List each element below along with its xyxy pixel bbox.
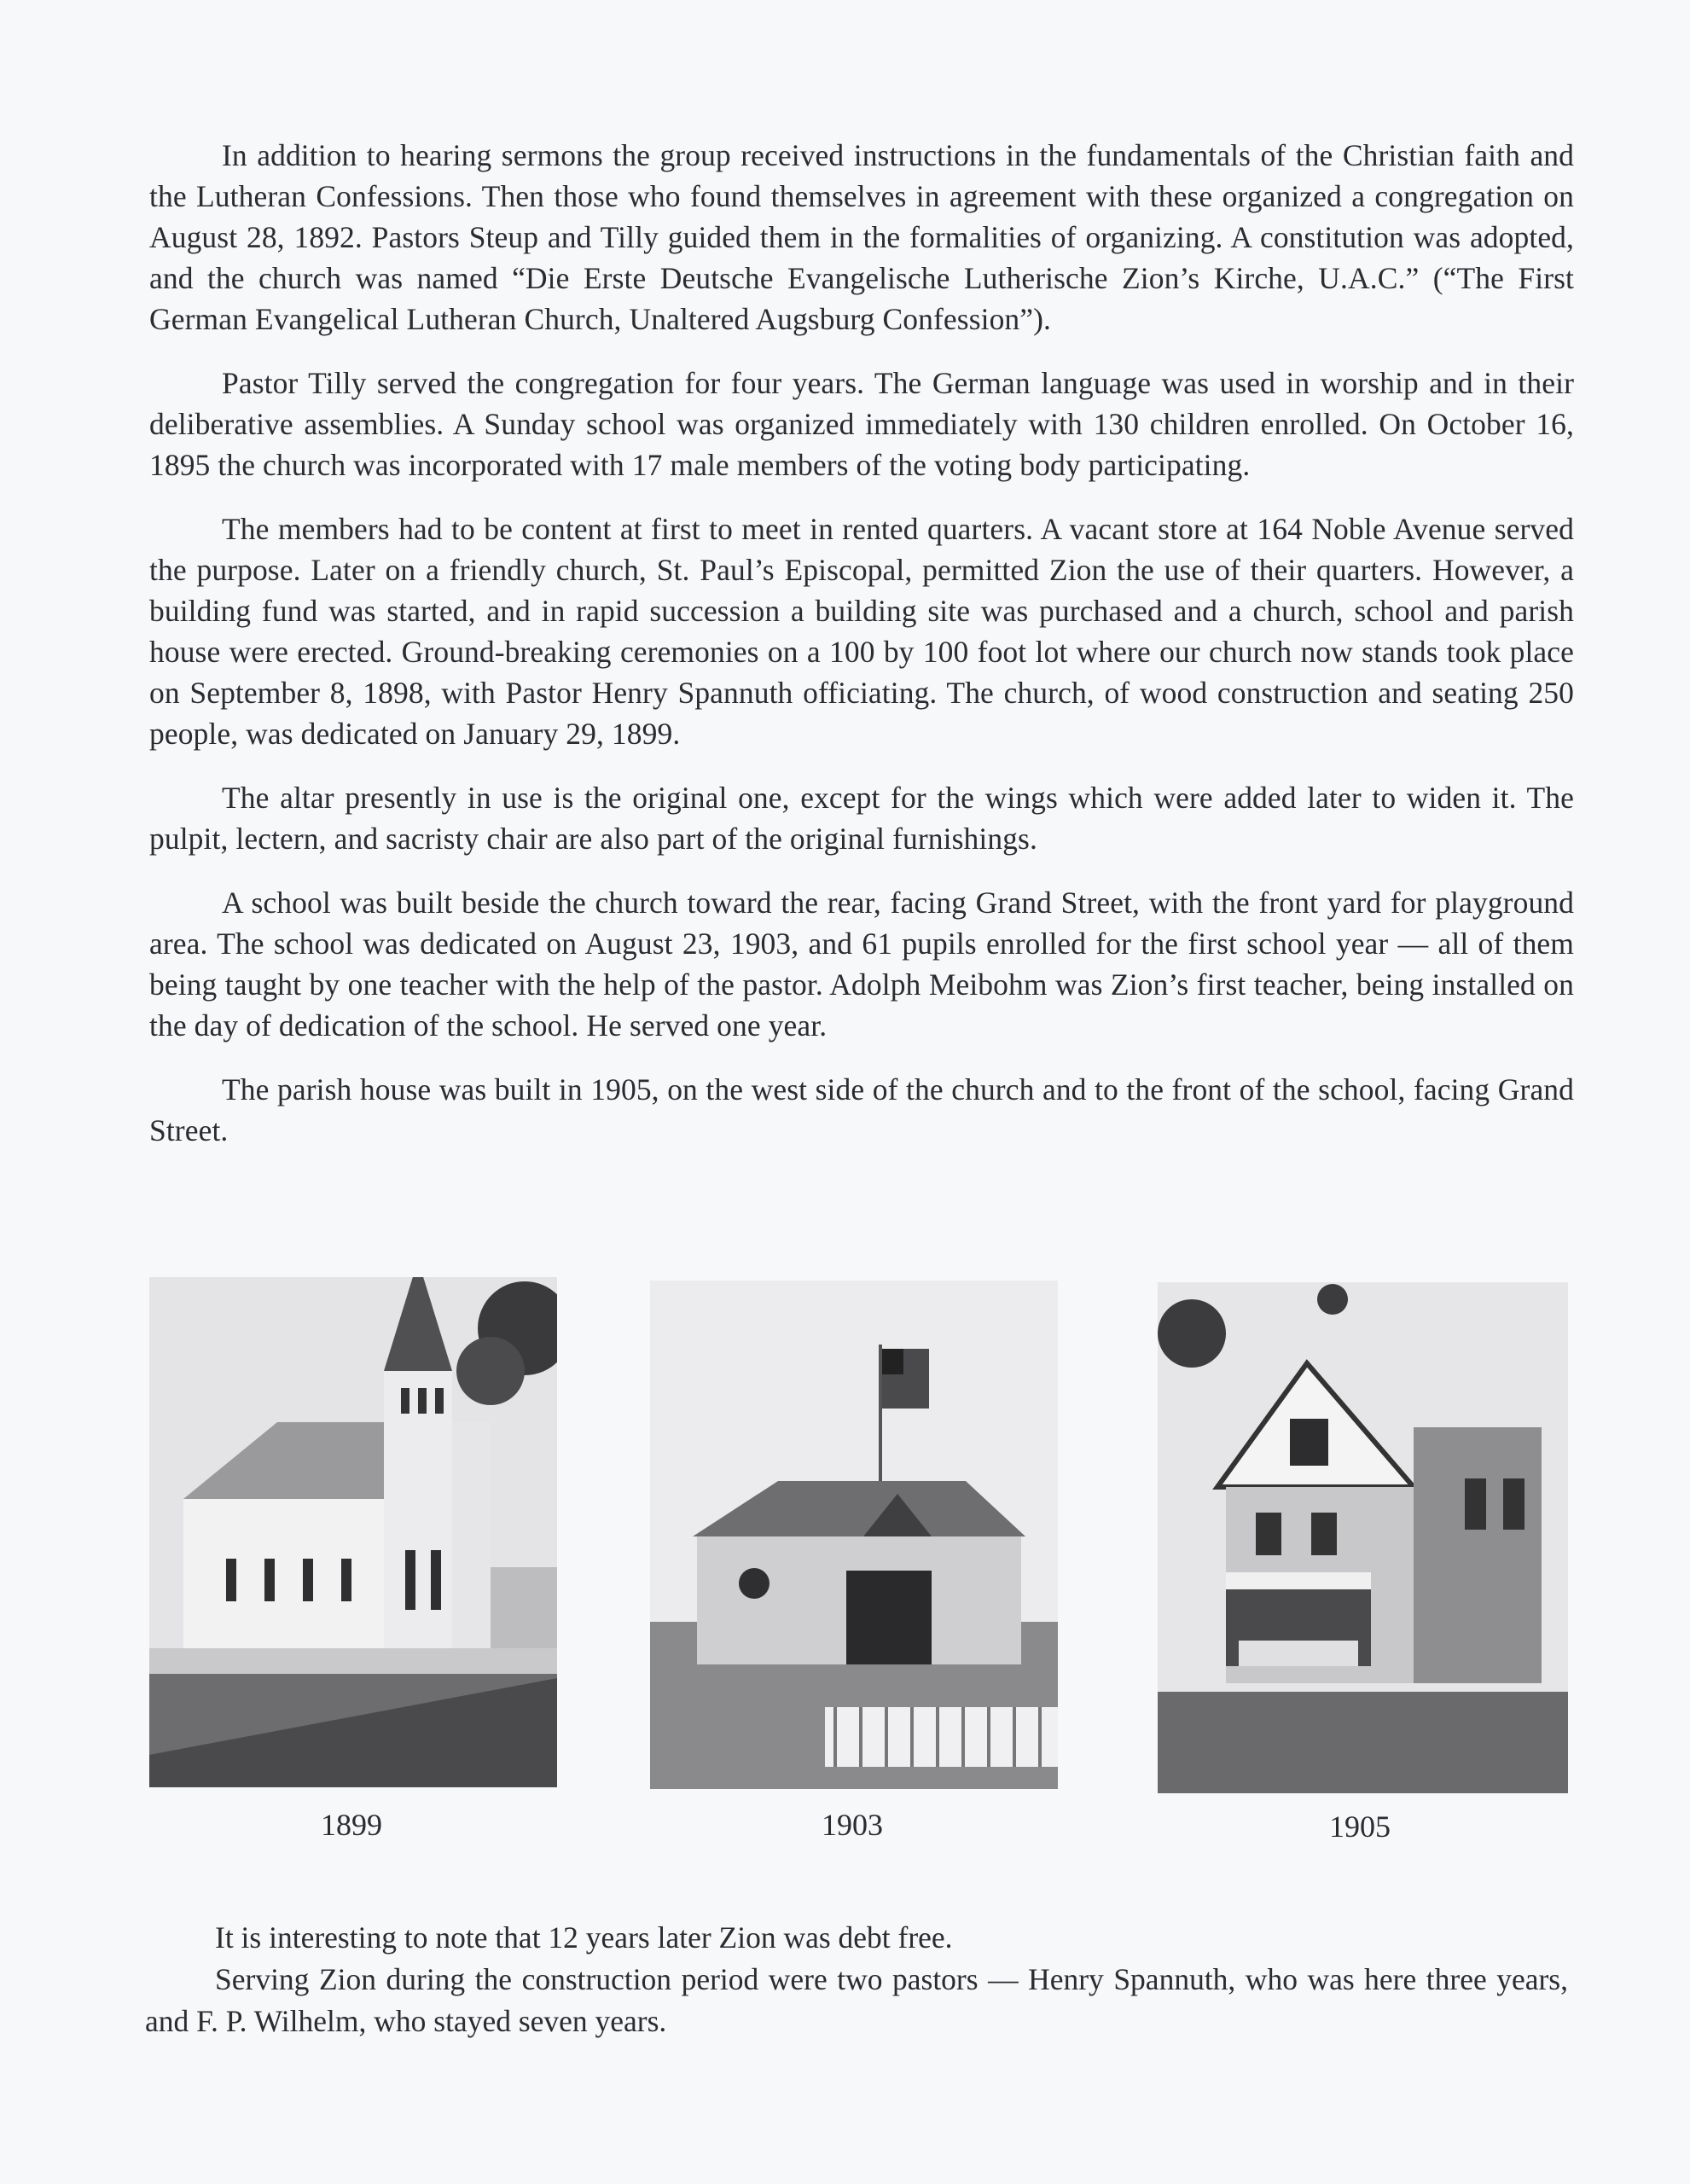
caption-1903: 1903 — [822, 1808, 883, 1842]
body-text — [149, 135, 1574, 1174]
school-illustration — [650, 1281, 1058, 1789]
photo-school-1903 — [650, 1281, 1058, 1789]
footer-text — [145, 1917, 1568, 2042]
footer-pastors: Serving Zion during the construction period were two pastors — Henry Spannuth, who was here three years, and F. P. Wilhelm, who stayed seven years. — [145, 1962, 1568, 2038]
parish-house-illustration — [1158, 1282, 1568, 1793]
paragraph-building: The members had to be content at first to meet in rented quarters. A vacant store at 164 Noble Avenue served the purpose. Later on a friendly church, St. Paul’s Episcopal, permitted Zion the use of their quarters. However, a building fund was started, and in rapid succession a building site was purchased and a church, school and parish house were erected. Ground-breaking ceremonies on a 100 by 100 foot lot where our church now stands took place on September 8, 1898, with Pastor Henry Spannuth officiating. The church, of wood construction and seating 250 people, was dedicated on January 29, 1899. — [149, 512, 1574, 751]
paragraph-congregation: In addition to hearing sermons the group received instructions in the fundamentals of the Christian faith and the Lutheran Confessions. Then those who found themselves in agreement with these organized a congregation on August 28, 1892. Pastors Steup and Tilly guided them in the formalities of organizing. A constitution was adopted, and the church was named “Die Erste Deutsche Evangelische Lutherische Zion’s Kirche, U.A.C.” (“The First German Evangelical Lutheran Church, Unaltered Augsburg Confession”). — [149, 138, 1574, 336]
paragraph-pastor-tilly: Pastor Tilly served the congregation for four years. The German language was used in worship and in their deliberative assemblies. A Sunday school was organized immediately with 130 children enrolled. On October 16, 1895 the church was incorporated with 17 male members of the voting body participating. — [149, 366, 1574, 482]
caption-1899: 1899 — [321, 1808, 382, 1842]
caption-1905: 1905 — [1329, 1809, 1391, 1844]
photo-parish-house-1905 — [1158, 1282, 1568, 1793]
photo-church-1899 — [149, 1277, 557, 1787]
paragraph-parish-house: The parish house was built in 1905, on the west side of the church and to the front of the school, facing Grand Street. — [149, 1072, 1574, 1147]
paragraph-school: A school was built beside the church toward the rear, facing Grand Street, with the front yard for playground area. The school was dedicated on August 23, 1903, and 61 pupils enrolled for the first school year — all of them being taught by one teacher with the help of the pastor. Adolph Meibohm was Zion’s first teacher, being installed on the day of dedication of the school. He served one year. — [149, 886, 1574, 1043]
paragraph-altar: The altar presently in use is the original one, except for the wings which were added later to widen it. The pulpit, lectern, and sacristy chair are also part of the original furnishings. — [149, 781, 1574, 856]
church-illustration — [149, 1277, 557, 1787]
footer-debt-free: It is interesting to note that 12 years later Zion was debt free. — [215, 1920, 953, 1955]
